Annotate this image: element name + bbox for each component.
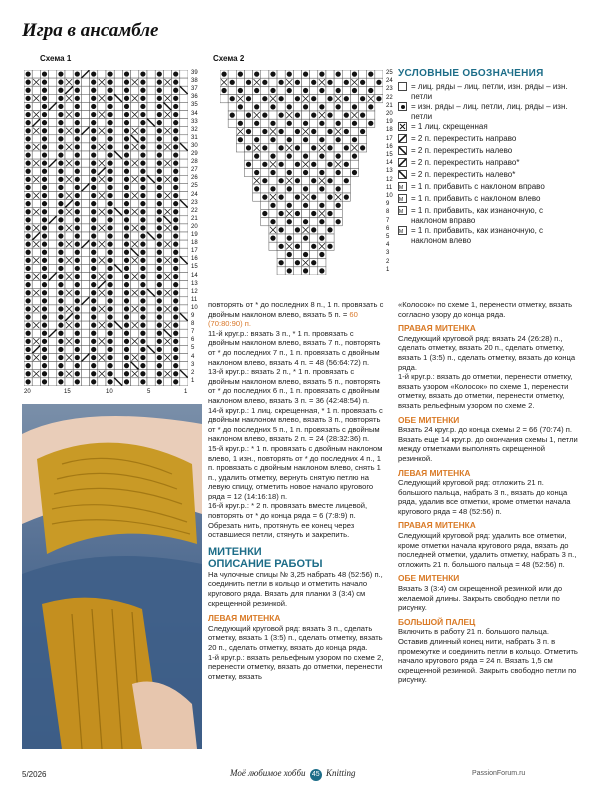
scheme1-row-numbers bbox=[190, 70, 204, 386]
text-c2-0: повторять от * до последних 8 п., 1 п. провязать с двойным наклоном влево, вязать 5 п. = 60 (70:80:90) п. bbox=[208, 300, 384, 329]
row-number: 6 bbox=[386, 225, 390, 232]
row-number: 32 bbox=[191, 126, 198, 133]
row-number: 19 bbox=[386, 119, 393, 126]
row-number: 4 bbox=[386, 242, 390, 249]
row-number: 34 bbox=[191, 110, 198, 117]
legend-symbol-icon bbox=[398, 82, 407, 91]
scheme1-label: Схема 1 bbox=[40, 54, 72, 63]
legend-symbol-icon bbox=[398, 158, 407, 167]
row-number: 3 bbox=[191, 361, 195, 368]
legend-item bbox=[398, 146, 578, 156]
scheme1-svg bbox=[24, 70, 188, 386]
legend-symbol-icon bbox=[398, 146, 407, 155]
row-number: 37 bbox=[191, 86, 198, 93]
text-c2-3: 13-й круг.р.: вязать 2 п., * 1 п. провязать с двойным наклоном влево, вязать 5 п., повторять от * до последних 6 п., 1 п. провязать с двойным наклоном влево, вязать 3 п. = 36 (42:48:54) п. bbox=[208, 367, 381, 405]
magazine-footer: Моё любимое хобби 45 Knitting bbox=[230, 768, 356, 781]
row-number: 5 bbox=[386, 234, 390, 240]
row-number: 35 bbox=[191, 102, 198, 109]
text-c3-p6: Следующий круговой ряд: удалить все отметки, кроме отметки начала кругового ряда, вязать до последней отметки, удалить отметку, набрать 3 п., отложить 21 п. большого пальца = 48 (52:56) п. bbox=[398, 531, 577, 569]
row-number: 26 bbox=[191, 175, 198, 182]
row-number: 21 bbox=[386, 102, 393, 109]
row-number: 30 bbox=[191, 142, 198, 149]
left-mitt-heading-2: ЛЕВАЯ МИТЕНКА bbox=[398, 467, 471, 478]
legend-item bbox=[398, 182, 578, 192]
row-number: 22 bbox=[191, 207, 198, 214]
legend-symbol-icon bbox=[398, 226, 407, 235]
row-number: 23 bbox=[191, 199, 198, 206]
row-number: 12 bbox=[386, 176, 393, 183]
row-number: 15 bbox=[191, 264, 198, 271]
mitten-photo bbox=[22, 404, 202, 749]
row-number: 10 bbox=[191, 304, 198, 311]
row-number: 39 bbox=[191, 70, 198, 76]
legend-text: = 2 п. перекрестить налево bbox=[411, 146, 513, 155]
legend-title: УСЛОВНЫЕ ОБОЗНАЧЕНИЯ bbox=[398, 68, 544, 79]
legend-symbol-icon bbox=[398, 170, 407, 179]
text-mitts-p1: На чулочные спицы № 3,25 набрать 48 (52:56) п., соединить петли в кольцо и отметить начало кругового ряда. Вязать для планки 3 (3:4) см скрещенной резинкой. bbox=[208, 569, 383, 608]
page-number: 45 bbox=[310, 769, 322, 781]
row-number: 2 bbox=[191, 369, 195, 376]
row-number: 28 bbox=[191, 159, 198, 166]
row-number: 3 bbox=[386, 250, 390, 257]
text-c2-2: 11-й круг.р.: вязать 3 п., * 1 п. провязать с двойным наклоном влево, вязать 7 п., повторять от * до последних 7 п., 1 п. провязать с двойным наклоном влево, вязать 4 п. = 48 (56:64:72) п. bbox=[208, 328, 381, 367]
row-number: 1 bbox=[386, 266, 390, 273]
legend-item bbox=[398, 122, 578, 132]
both-mitts-heading-2: ОБЕ МИТЕНКИ bbox=[398, 573, 460, 584]
svg-text:M: M bbox=[399, 197, 404, 202]
row-number: 14 bbox=[191, 272, 198, 279]
row-number: 17 bbox=[386, 135, 393, 142]
row-number: 4 bbox=[191, 353, 195, 360]
scheme2-label: Схема 2 bbox=[213, 54, 245, 63]
row-number: 24 bbox=[386, 78, 393, 85]
row-number: 11 bbox=[191, 296, 198, 303]
row-number: 10 bbox=[386, 193, 393, 199]
legend-text: = 2 п. перекрестить налево* bbox=[411, 170, 516, 179]
col-number: 15 bbox=[64, 389, 71, 395]
row-number: 21 bbox=[191, 215, 198, 222]
col-number: 10 bbox=[106, 389, 113, 395]
row-number: 8 bbox=[191, 321, 195, 328]
row-number: 36 bbox=[191, 94, 198, 101]
legend-text: = 1 п. прибавить, как изнаночную, с наклоном вправо bbox=[411, 206, 544, 225]
scheme1-col-numbers bbox=[24, 389, 194, 399]
legend-item bbox=[398, 158, 578, 168]
legend-text: = изн. ряды – лиц. петли, лиц. ряды – изн. петли bbox=[411, 102, 568, 121]
text-c3-p2: 1-й круг.р.: вязать до отметки, перенести отметку, вязать узором «Колосок» по схеме 1, перенести отметку, вязать до отметки, перенести отметку, вязать рельефным узором по схеме 2. bbox=[398, 372, 573, 410]
legend-item bbox=[398, 134, 578, 144]
text-c3-p7: Вязать 3 (3:4) см скрещенной резинкой или до желаемой длины. Закрыть свободно петли по рисунку. bbox=[398, 584, 563, 613]
row-number: 23 bbox=[386, 86, 393, 93]
row-number: 16 bbox=[191, 256, 198, 263]
text-c3-p3: Вязать 24 круг.р. до конца схемы 2 = 66 (70:74) п. bbox=[398, 425, 572, 435]
row-number: 20 bbox=[191, 223, 198, 230]
legend-item bbox=[398, 194, 578, 204]
legend-text: = 1 п. прибавить, как изнаночную, с наклоном влево bbox=[411, 226, 544, 245]
text-c3-p1: Следующий круговой ряд: вязать 24 (26:28) п., сделать отметку, вязать 20 п., сделать отметку, вязать 1 (3:5) п., сделать отметку, вязать до конца ряда. bbox=[398, 333, 576, 372]
legend-text: = 1 лиц. скрещенная bbox=[411, 122, 488, 131]
legend-item bbox=[398, 226, 578, 246]
legend-text: = 1 п. прибавить с наклоном влево bbox=[411, 194, 541, 203]
legend-text: = 1 п. прибавить с наклоном вправо bbox=[411, 182, 545, 191]
work-description-heading: ОПИСАНИЕ РАБОТЫ bbox=[208, 557, 323, 570]
col-number: 1 bbox=[184, 389, 188, 395]
column-right bbox=[398, 300, 578, 685]
row-number: 27 bbox=[191, 167, 198, 174]
svg-text:M: M bbox=[399, 209, 404, 214]
row-number: 29 bbox=[191, 151, 198, 157]
scheme1-grid bbox=[24, 70, 188, 386]
text-c3-p4: Вязать еще 14 круг.р. до окончания схемы 1, петли между отметками выполнять скрещенной резинкой. bbox=[398, 434, 578, 463]
row-number: 38 bbox=[191, 78, 198, 85]
thumb-heading: БОЛЬШОЙ ПАЛЕЦ bbox=[398, 616, 476, 627]
row-number: 11 bbox=[386, 184, 393, 191]
row-number: 1 bbox=[191, 377, 195, 384]
row-number: 7 bbox=[386, 217, 390, 224]
row-number: 17 bbox=[191, 248, 198, 255]
legend-symbol-icon bbox=[398, 194, 407, 203]
row-number: 20 bbox=[386, 111, 393, 117]
row-number: 9 bbox=[191, 313, 195, 319]
legend-text: = лиц. ряды – лиц. петли, изн. ряды – изн. петли bbox=[411, 82, 568, 101]
row-number: 19 bbox=[191, 232, 198, 238]
right-mitt-heading-2: ПРАВАЯ МИТЕНКА bbox=[398, 520, 476, 531]
row-number: 9 bbox=[386, 201, 390, 208]
row-number: 18 bbox=[386, 127, 393, 134]
scheme2-svg bbox=[220, 70, 383, 275]
text-c3-p5: Следующий круговой ряд: отложить 21 п. большого пальца, набрать 3 п., вязать до конца ряда, удалив все отметки, кроме отметки начала кругового ряда = 48 (52:56) п. bbox=[398, 478, 571, 516]
text-mitts-p3: 1-й круг.р.: вязать рельефным узором по схеме 2, перенести отметку, вязать до отметки, перенести отметку, вязать bbox=[208, 652, 384, 681]
row-number: 13 bbox=[191, 280, 198, 287]
legend-item bbox=[398, 206, 578, 226]
legend-item bbox=[398, 170, 578, 180]
row-number: 16 bbox=[386, 143, 393, 150]
text-c3-p0: «Колосок» по схеме 1, перенести отметку, вязать согласно узору до конца ряда. bbox=[398, 300, 573, 319]
row-number: 13 bbox=[386, 168, 393, 175]
legend-symbol-icon bbox=[398, 206, 407, 215]
mitts-heading: МИТЕНКИ bbox=[208, 545, 262, 558]
col-number: 20 bbox=[24, 389, 31, 395]
row-number: 2 bbox=[386, 258, 390, 265]
column-middle bbox=[208, 300, 386, 681]
row-number: 25 bbox=[386, 70, 393, 76]
scheme2-grid bbox=[220, 70, 383, 275]
row-number: 6 bbox=[191, 337, 195, 344]
watermark: PassionForum.ru bbox=[472, 770, 526, 777]
legend-text: = 2 п. перекрестить направо bbox=[411, 134, 517, 143]
text-c2-5: 15-й круг.р.: * 1 п. провязать с двойным наклоном влево, 1 изн., повторять от * до последних 4 п., 1 п. провязать с двойным наклоном влево, снять 1 п., удалить отметку, вернуть снятую петлю на левую спицу, отметить новое начало кругового ряда = 12 (14:16:18) п. bbox=[208, 443, 383, 501]
legend-item bbox=[398, 102, 578, 122]
issue-number: 5/2026 bbox=[22, 770, 47, 779]
legend-symbol-icon bbox=[398, 122, 407, 131]
row-number: 33 bbox=[191, 118, 198, 125]
row-number: 22 bbox=[386, 94, 393, 101]
row-number: 5 bbox=[191, 345, 195, 352]
text-c2-6: 16-й круг.р.: * 2 п. провязать вместе лицевой, повторять от * до конца ряда = 6 (7:8:9) п. Обрезать нить, протянуть ее конец через оставшиеся петли, стянуть и закрепить. bbox=[208, 501, 368, 540]
row-number: 25 bbox=[191, 183, 198, 190]
text-c2-4: 14-й круг.р.: 1 лиц. скрещенная, * 1 п. провязать с двойным наклоном влево, вязать 3 п., повторять от * до последних 5 п., 1 п. провязать с двойным наклоном влево, вязать 2 п. = 24 (28:32:36) п. bbox=[208, 405, 383, 444]
legend-symbol-icon bbox=[398, 102, 407, 111]
left-mitt-heading: ЛЕВАЯ МИТЕНКА bbox=[208, 613, 281, 624]
col-number: 5 bbox=[147, 389, 151, 395]
legend-symbol-icon bbox=[398, 182, 407, 191]
scheme2-row-numbers bbox=[385, 70, 399, 275]
page-title: Игра в ансамбле bbox=[22, 20, 159, 41]
row-number: 7 bbox=[191, 329, 195, 336]
row-number: 18 bbox=[191, 240, 198, 247]
svg-text:M: M bbox=[399, 185, 404, 190]
row-number: 12 bbox=[191, 288, 198, 295]
row-number: 14 bbox=[386, 160, 393, 167]
row-number: 15 bbox=[386, 152, 393, 158]
text-c3-p8: Включить в работу 21 п. большого пальца. Оставив длинный конец нити, набрать 3 п. в промежутке и соединить петли в кольцо. Отметить начало кругового ряда = 24 п. Вязать 1,5 см скрещенной резинкой. Закрыть свободно петли по рисунку. bbox=[398, 627, 578, 685]
legend-text: = 2 п. перекрестить направо* bbox=[411, 158, 520, 167]
legend-symbol-icon bbox=[398, 134, 407, 143]
right-mitt-heading: ПРАВАЯ МИТЕНКА bbox=[398, 323, 476, 334]
row-number: 31 bbox=[191, 134, 198, 141]
row-number: 24 bbox=[191, 191, 198, 198]
row-number: 8 bbox=[386, 209, 390, 216]
svg-text:M: M bbox=[399, 229, 404, 234]
both-mitts-heading: ОБЕ МИТЕНКИ bbox=[398, 414, 460, 425]
legend-item bbox=[398, 82, 578, 102]
text-mitts-p2: Следующий круговой ряд: вязать 3 п., сделать отметку, вязать 1 (3:5) п., сделать отметку, вязать 20 п., сделать отметку, вязать до конца ряда. bbox=[208, 623, 383, 652]
